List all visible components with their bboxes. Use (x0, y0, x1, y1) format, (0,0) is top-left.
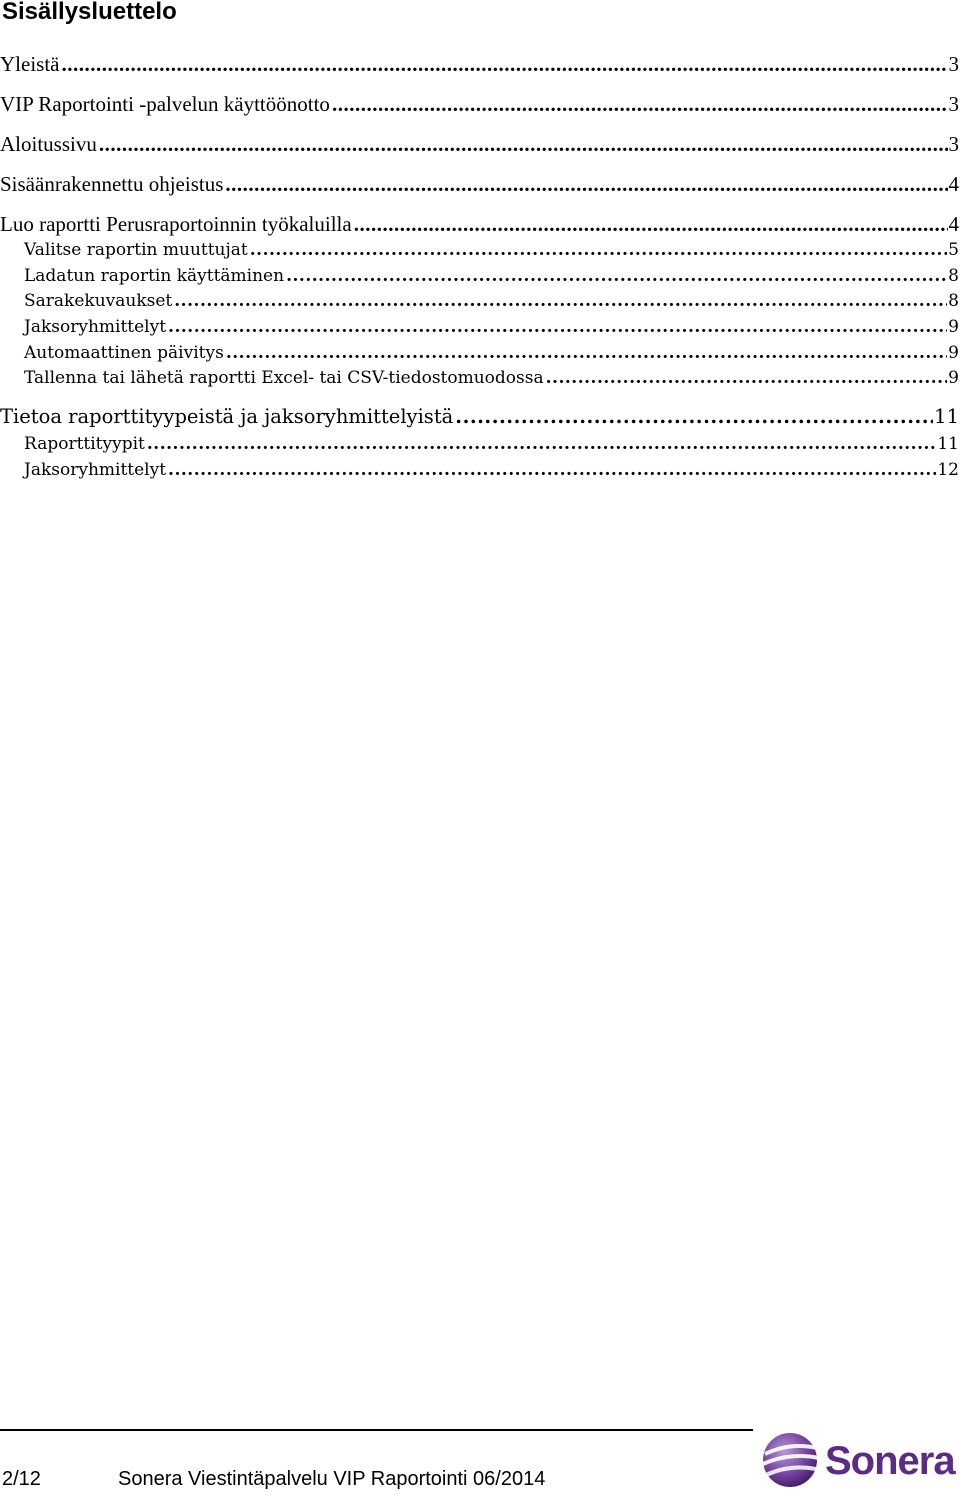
footer-page-number: 2/12 (2, 1468, 41, 1490)
toc-entry-page: 11 (934, 405, 959, 428)
toc-entry-label: Valitse raportin muuttujat (24, 240, 248, 260)
toc-entry-aloitussivu[interactable] (0, 131, 959, 157)
footer-text: Sonera Viestintäpalvelu VIP Raportointi 06/2014 (118, 1468, 546, 1490)
dot-leader (168, 316, 947, 338)
dot-leader (147, 433, 937, 455)
toc-entry-luo-raportti[interactable] (0, 211, 959, 237)
toc-entry-page: 4 (948, 172, 959, 196)
page-title: Sisällysluettelo (2, 0, 177, 25)
sonera-logo (762, 1430, 960, 1492)
toc-entry-ladatun-raportin[interactable] (0, 265, 959, 287)
dot-leader (61, 51, 947, 77)
toc-entry-label: Sisäänrakennettu ohjeistus (0, 172, 224, 196)
toc-entry-sarakekuvaukset[interactable] (0, 290, 959, 312)
toc-entry-label: Raporttityypit (24, 434, 145, 454)
dot-leader (455, 405, 933, 429)
sonera-globe-icon (762, 1430, 820, 1490)
toc-entry-page: 12 (937, 460, 959, 480)
dot-leader (546, 367, 948, 389)
dot-leader (168, 459, 936, 481)
toc-entry-muuttujat[interactable] (0, 239, 959, 261)
toc-entry-kayttoonotto[interactable] (0, 91, 959, 117)
toc-entry-page: 3 (948, 52, 959, 76)
dot-leader (174, 290, 947, 312)
toc-entry-jaksoryhmittelyt-2[interactable] (0, 459, 959, 481)
toc-entry-page: 11 (937, 434, 959, 454)
page-footer (2, 1466, 545, 1492)
toc-entry-page: 3 (948, 92, 959, 116)
dot-leader (250, 239, 947, 261)
toc-entry-tietoa[interactable] (0, 405, 959, 429)
toc-entry-page: 3 (948, 132, 959, 156)
toc-entry-label: Tallenna tai lähetä raportti Excel- tai CSV-tiedostomuodossa (24, 368, 544, 388)
toc-entry-automaattinen[interactable] (0, 342, 959, 364)
toc-entry-page: 9 (948, 317, 959, 337)
toc-entry-page: 4 (948, 212, 959, 236)
dot-leader (99, 131, 948, 157)
dot-leader (332, 91, 948, 117)
toc-entry-label: Aloitussivu (0, 132, 97, 156)
toc-entry-ohjeistus[interactable] (0, 171, 959, 197)
toc-entry-jaksoryhmittelyt[interactable] (0, 316, 959, 338)
toc-entry-label: VIP Raportointi -palvelun käyttöönotto (0, 92, 330, 116)
toc-entry-page: 9 (948, 343, 959, 363)
logo-wordmark: Sonera (825, 1439, 955, 1483)
toc-entry-label: Luo raportti Perusraportoinnin työkaluilla (0, 212, 352, 236)
toc-entry-label: Yleistä (0, 52, 60, 76)
dot-leader (354, 211, 948, 237)
toc-entry-yleista[interactable] (0, 51, 959, 77)
toc-entry-page: 5 (948, 240, 959, 260)
dot-leader (226, 342, 947, 364)
dot-leader (225, 171, 947, 197)
toc-entry-raporttityypit[interactable] (0, 433, 959, 455)
toc-entry-label: Jaksoryhmittelyt (24, 317, 167, 337)
toc-entry-page: 9 (948, 368, 959, 388)
dot-leader (286, 265, 947, 287)
toc-entry-tallenna[interactable] (0, 367, 959, 389)
toc-entry-page: 8 (948, 291, 959, 311)
toc-entry-label: Tietoa raporttityypeistä ja jaksoryhmittelyistä (0, 405, 454, 428)
toc-entry-page: 8 (948, 266, 959, 286)
footer-divider (0, 1429, 753, 1431)
toc-entry-label: Ladatun raportin käyttäminen (24, 266, 285, 286)
toc-entry-label: Sarakekuvaukset (24, 291, 173, 311)
toc-entry-label: Jaksoryhmittelyt (24, 460, 167, 480)
toc-entry-label: Automaattinen päivitys (24, 343, 224, 363)
